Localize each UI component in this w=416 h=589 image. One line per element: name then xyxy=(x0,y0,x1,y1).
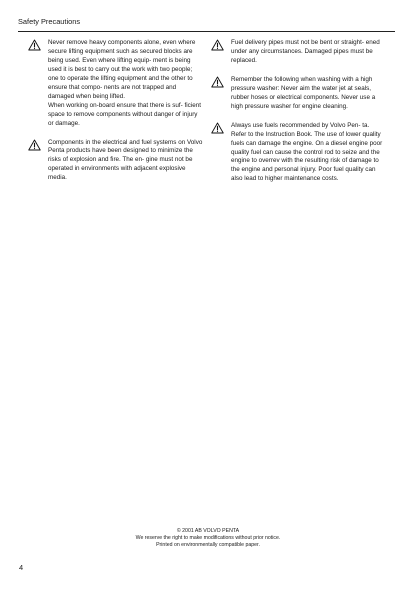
warning-block xyxy=(211,122,386,185)
warning-text: When working on-board ensure that there is suf- ficient space to remove components without danger of injury or damage. xyxy=(48,101,201,127)
warning-text: Components in the electrical and fuel systems on Volvo Penta products have been designed to minimize the risks of explosion and fire. The en- gine must not be operated in environments with adjacent explosive media. xyxy=(48,138,203,182)
section-title: Safety Precautions xyxy=(18,17,81,26)
page-footer xyxy=(0,528,416,550)
warning-text: Always use fuels recommended by Volvo Pen- ta. Refer to the Instruction Book. The use of lower quality fuels can damage the engine. On a diesel engine poor quality fuel can cause the control rod to seize and the engine to overrev with the resulting risk of damage to the engine and personal injury. Poor fuel quality can also lead to higher maintenance costs. xyxy=(231,121,383,183)
page-header xyxy=(18,15,395,32)
copyright-line: © 2001 AB VOLVO PENTA xyxy=(176,528,240,534)
rights-line: We reserve the right to make modifications without prior notice. xyxy=(135,535,281,542)
warning-triangle-icon xyxy=(28,39,41,51)
warning-block xyxy=(28,39,203,129)
warning-block xyxy=(211,39,386,66)
warning-triangle-icon xyxy=(28,139,41,151)
left-column xyxy=(28,39,203,193)
warning-triangle-icon xyxy=(211,39,224,51)
warning-triangle-icon xyxy=(211,122,224,134)
warning-text: Never remove heavy components alone, even where secure lifting equipment such as secured blocks are being used. Even where lifting equip- ment is being used it is best to carry out the work with two people; one to operate the lifting equipment and the other to ensure that compo- nents are not trapped and damaged when being lifted. xyxy=(48,39,196,100)
warning-text: Fuel delivery pipes must not be bent or straight- ened under any circumstances. Damaged pipes must be replaced. xyxy=(231,39,380,64)
right-column xyxy=(211,39,386,194)
paper-line: Printed on environmentally compatible paper. xyxy=(156,542,260,549)
warning-triangle-icon xyxy=(211,76,224,88)
warning-block xyxy=(28,139,203,184)
page-number: 4 xyxy=(19,563,24,572)
warning-block xyxy=(211,76,386,112)
warning-text: Remember the following when washing with a high pressure washer: Never aim the water jet at seals, rubber hoses or electrical components. Never use a high pressure washer for engine cleaning. xyxy=(231,75,376,110)
